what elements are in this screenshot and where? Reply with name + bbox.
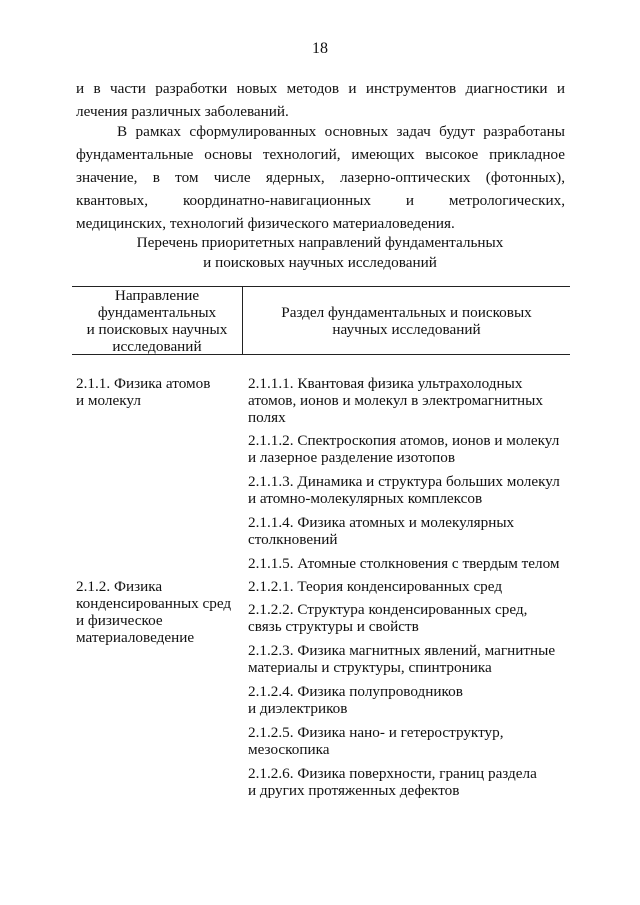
table-cell-section: 2.1.2.4. Физика полупроводников и диэлектриков — [248, 683, 463, 717]
table-caption: Перечень приоритетных направлений фундаментальных и поисковых научных исследований — [136, 234, 504, 271]
table-cell-direction: 2.1.2. Физика конденсированных сред и физическое материаловедение — [76, 578, 232, 646]
table-cell-section: 2.1.1.4. Физика атомных и молекулярных столкновений — [248, 514, 515, 548]
paragraph-2: В рамках сформулированных основных задач будут разработаны фундаментальные основы технологий, имеющих высокое прикладное значение, в том числе ядерных, лазерно-оптических (фотонных), квантовых, координатно-навигационных и метрологических, медицинских, технологий физического материаловедения. — [76, 123, 565, 232]
table-header-section: Раздел фундаментальных и поисковых научных исследований — [281, 304, 532, 338]
table-cell-section: 2.1.2.5. Физика нано- и гетероструктур, мезоскопика — [248, 724, 504, 758]
table-cell-section: 2.1.2.2. Структура конденсированных сред, связь структуры и свойств — [248, 601, 528, 635]
table-cell-section: 2.1.2.6. Физика поверхности, границ раздела и других протяженных дефектов — [248, 765, 537, 799]
table-cell-direction: 2.1.1. Физика атомов и молекул — [76, 375, 211, 409]
table-cell-section: 2.1.2.1. Теория конденсированных сред — [248, 578, 503, 595]
page-number: 18 — [312, 40, 328, 57]
paragraph-1: и в части разработки новых методов и инструментов диагностики и лечения различных заболеваний. — [76, 80, 565, 120]
table-cell-section: 2.1.1.5. Атомные столкновения с твердым телом — [248, 555, 560, 572]
table-cell-section: 2.1.1.2. Спектроскопия атомов, ионов и молекул и лазерное разделение изотопов — [248, 432, 560, 466]
table-cell-section: 2.1.1.1. Квантовая физика ультрахолодных атомов, ионов и молекул в электромагнитных полях — [248, 375, 543, 426]
table-cell-section: 2.1.1.3. Динамика и структура больших молекул и атомно-молекулярных комплексов — [248, 473, 560, 507]
table-cell-section: 2.1.2.3. Физика магнитных явлений, магнитные материалы и структуры, спинтроника — [248, 642, 556, 676]
table-header-direction: Направление фундаментальных и поисковых научных исследований — [86, 287, 228, 355]
